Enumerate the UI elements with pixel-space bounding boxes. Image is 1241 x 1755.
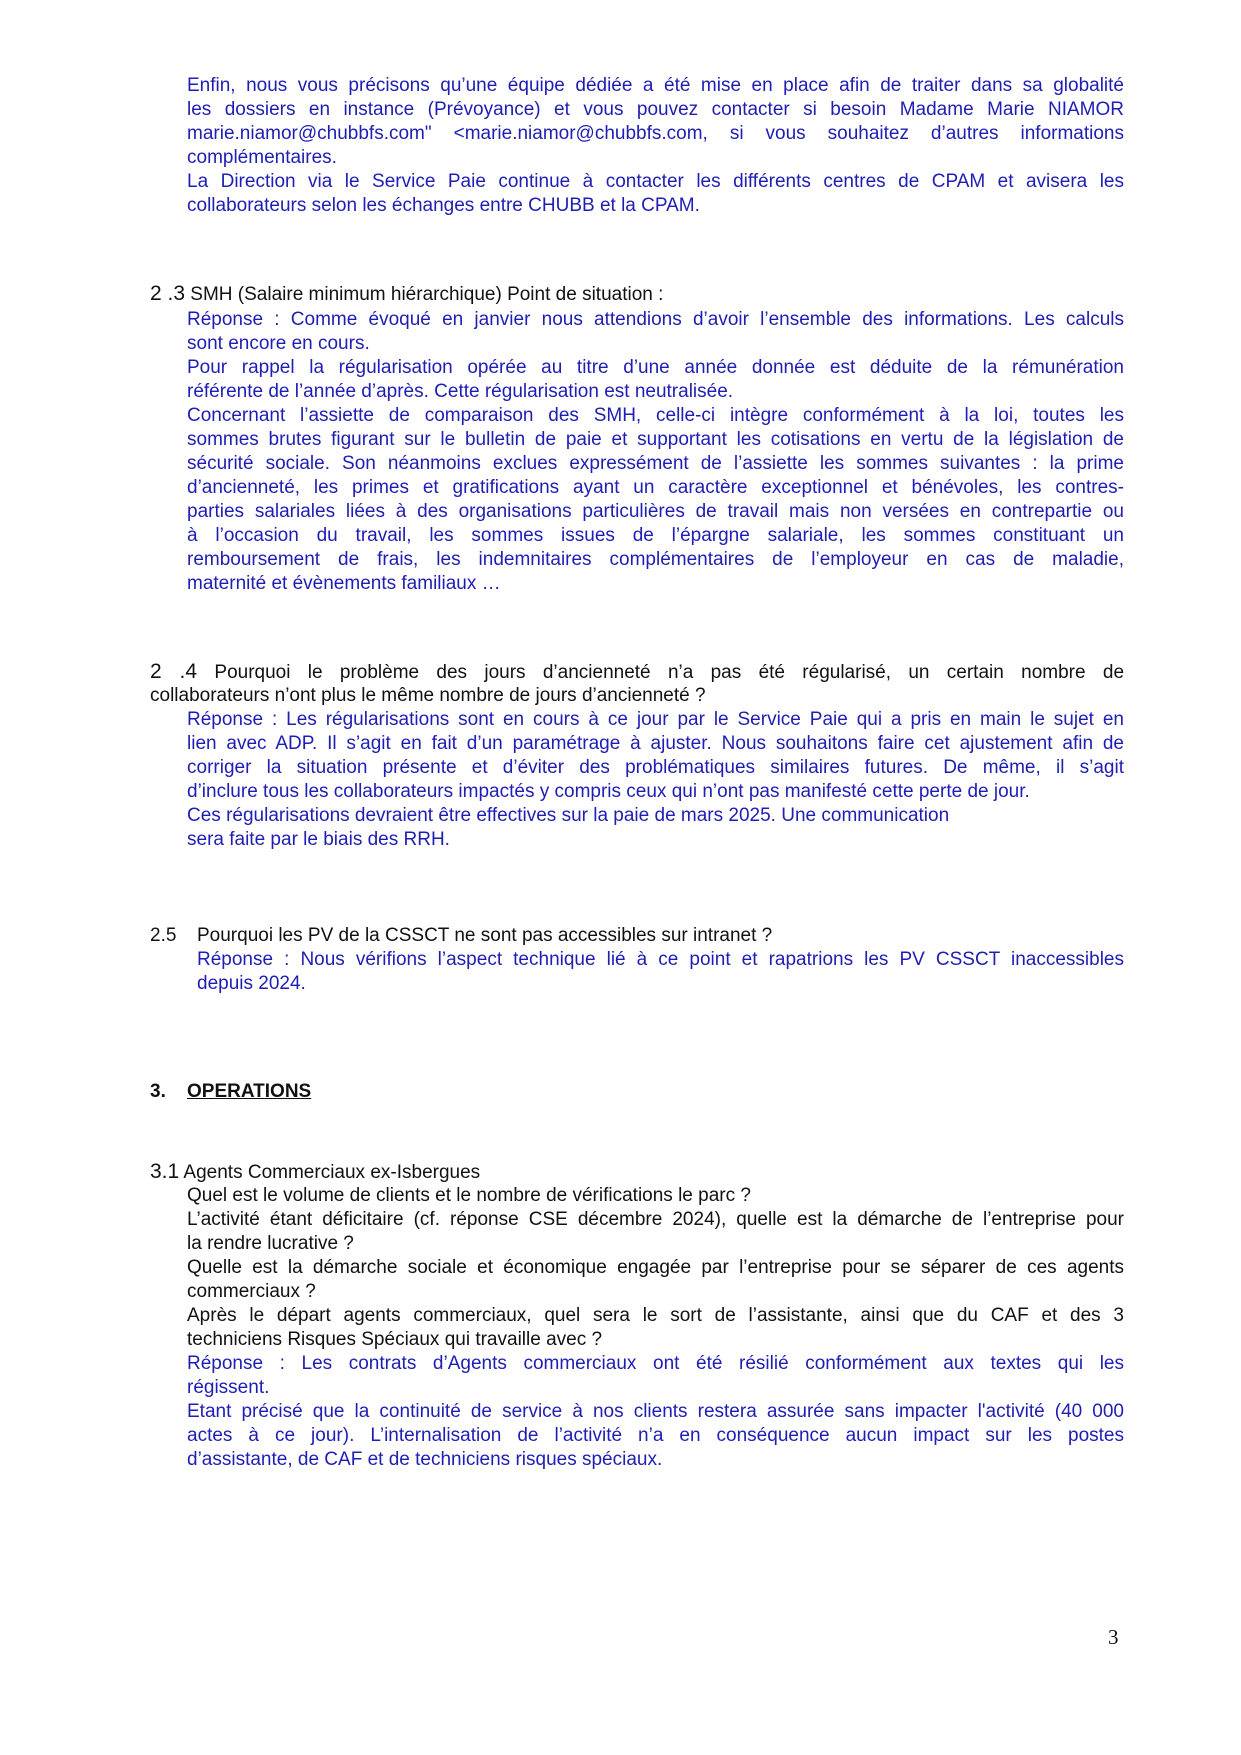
answer-line: d’ancienneté, les primes et gratifications ayant un caractère exceptionnel et bénévoles, les contres- xyxy=(187,477,1124,498)
section-2-3-heading xyxy=(150,282,663,306)
section-2-5-number: 2.5 xyxy=(150,925,177,946)
answer-line: sommes brutes figurant sur le bulletin de paie et supportant les cotisations en vertu de la législation de xyxy=(187,429,1124,450)
answer-line: à l’occasion du travail, les sommes issues de l’épargne salariale, les sommes constituant un xyxy=(187,525,1124,546)
intro-line: marie.niamor@chubbfs.com" <marie.niamor@chubbfs.com, si vous souhaitez d’autres informations xyxy=(187,123,1124,144)
question-line: Quelle est la démarche sociale et économique engagée par l’entreprise pour se séparer de ces agents xyxy=(187,1257,1124,1278)
section-title: Pourquoi le problème des jours d’ancienneté n’a pas été régularisé, un certain nombre de xyxy=(197,662,1125,683)
intro-line: complémentaires. xyxy=(187,147,337,168)
answer-line: sont encore en cours. xyxy=(187,333,370,354)
section-title: Agents Commerciaux ex-Isbergues xyxy=(179,1162,481,1183)
answer-line: Ces régularisations devraient être effectives sur la paie de mars 2025. Une communication xyxy=(187,805,950,826)
answer-line: corriger la situation présente et d’éviter des problématiques similaires futures. De même, il s’agit xyxy=(187,757,1124,778)
answer-line: lien avec ADP. Il s’agit en fait d’un paramétrage à ajuster. Nous souhaitons faire cet ajustement afin de xyxy=(187,733,1124,754)
question-line: techniciens Risques Spéciaux qui travaille avec ? xyxy=(187,1329,603,1350)
question-line: commerciaux ? xyxy=(187,1281,316,1302)
answer-line: maternité et évènements familiaux … xyxy=(187,573,501,594)
question-line: L’activité étant déficitaire (cf. réponse CSE décembre 2024), quelle est la démarche de l’entreprise pour xyxy=(187,1209,1124,1230)
intro-line: La Direction via le Service Paie continue à contacter les différents centres de CPAM et avisera les xyxy=(187,171,1124,192)
answer-line: d’inclure tous les collaborateurs impactés y compris ceux qui n’ont pas manifesté cette perte de jour. xyxy=(187,781,1030,802)
section-2-5-title: Pourquoi les PV de la CSSCT ne sont pas accessibles sur intranet ? xyxy=(197,925,773,946)
section-title: SMH (Salaire minimum hiérarchique) Point de situation : xyxy=(185,284,664,305)
answer-line: Concernant l’assiette de comparaison des SMH, celle-ci intègre conformément à la loi, toutes les xyxy=(187,405,1124,426)
section-2-4-heading xyxy=(150,660,1124,684)
section-3-number: 3. xyxy=(150,1081,166,1102)
question-line: Après le départ agents commerciaux, quel sera le sort de l’assistante, ainsi que du CAF et des 3 xyxy=(187,1305,1124,1326)
answer-line: régissent. xyxy=(187,1377,270,1398)
answer-line: référente de l’année d’après. Cette régularisation est neutralisée. xyxy=(187,381,734,402)
answer-line: parties salariales liées à des organisations particulières de travail mais non versées en contrepartie ou xyxy=(187,501,1124,522)
page-number: 3 xyxy=(1108,1625,1119,1649)
section-3-1-heading xyxy=(150,1160,480,1184)
answer-line: Réponse : Nous vérifions l’aspect technique lié à ce point et rapatrions les PV CSSCT inaccessibles xyxy=(197,949,1124,970)
section-number: 2 .4 xyxy=(150,660,198,683)
answer-line: Etant précisé que la continuité de service à nos clients restera assurée sans impacter l'activité (40 000 xyxy=(187,1401,1124,1422)
section-3-title xyxy=(187,1080,311,1104)
answer-line: Réponse : Les contrats d’Agents commerciaux ont été résilié conformément aux textes qui les xyxy=(187,1353,1124,1374)
answer-line: remboursement de frais, les indemnitaires complémentaires de l’employeur en cas de maladie, xyxy=(187,549,1124,570)
section-title-continued: collaborateurs n’ont plus le même nombre de jours d’ancienneté ? xyxy=(150,685,706,706)
answer-line: sera faite par le biais des RRH. xyxy=(187,829,450,850)
section-3-title-text: OPERATIONS xyxy=(187,1081,312,1102)
question-line: la rendre lucrative ? xyxy=(187,1233,354,1254)
section-number: 2 .3 xyxy=(150,282,186,305)
answer-line: Réponse : Comme évoqué en janvier nous attendions d’avoir l’ensemble des informations. Les calculs xyxy=(187,309,1124,330)
answer-line: d’assistante, de CAF et de techniciens risques spéciaux. xyxy=(187,1449,663,1470)
answer-line: depuis 2024. xyxy=(197,973,306,994)
answer-line: Pour rappel la régularisation opérée au titre d’une année donnée est déduite de la rémunération xyxy=(187,357,1124,378)
answer-line: Réponse : Les régularisations sont en cours à ce jour par le Service Paie qui a pris en main le sujet en xyxy=(187,709,1124,730)
intro-line: collaborateurs selon les échanges entre CHUBB et la CPAM. xyxy=(187,195,700,216)
intro-line: Enfin, nous vous précisons qu’une équipe dédiée a été mise en place afin de traiter dans sa globalité xyxy=(187,75,1124,96)
intro-line: les dossiers en instance (Prévoyance) et vous pouvez contacter si besoin Madame Marie NIAMOR xyxy=(187,99,1124,120)
answer-line: actes à ce jour). L’internalisation de l’activité n’a en conséquence aucun impact sur les postes xyxy=(187,1425,1124,1446)
question-line: Quel est le volume de clients et le nombre de vérifications le parc ? xyxy=(187,1185,751,1206)
section-number: 3.1 xyxy=(150,1160,180,1183)
answer-line: sécurité sociale. Son néanmoins exclues expressément de l’assiette les sommes suivantes : la prime xyxy=(187,453,1124,474)
